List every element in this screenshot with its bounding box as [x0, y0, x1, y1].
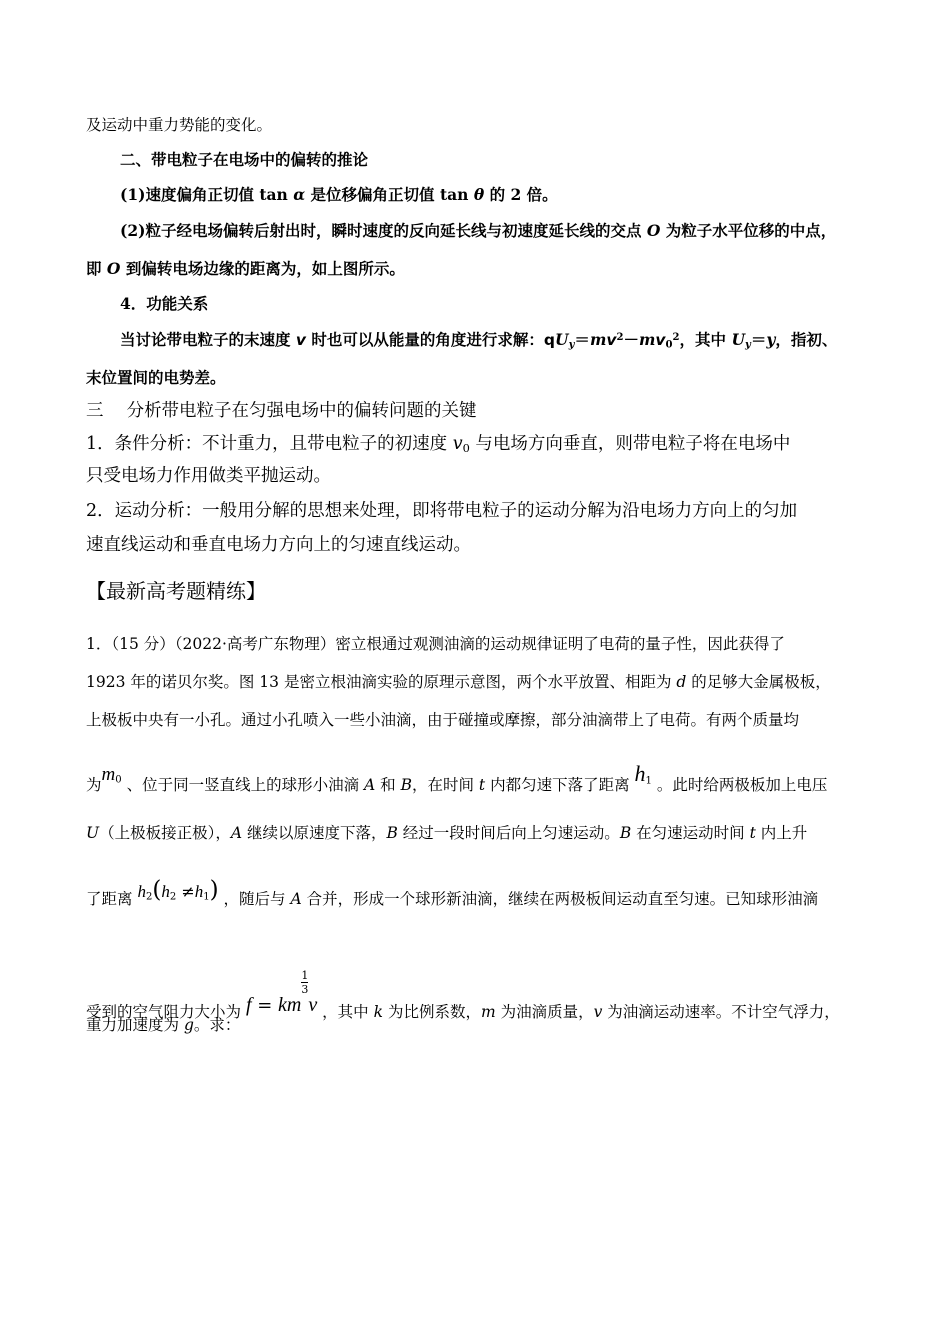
sub-1: 1: [645, 775, 652, 787]
energy-line: [120, 329, 837, 351]
text: 。求：: [193, 1016, 241, 1034]
h2-expression: [137, 877, 219, 903]
text: 内都匀速下落了距离: [485, 776, 635, 794]
not-equal: ≠: [176, 882, 195, 901]
text: ，随后与: [218, 890, 291, 908]
condition-analysis: [86, 431, 790, 457]
equals: =: [251, 995, 279, 1016]
problem-1-line-1: [86, 633, 785, 655]
text: 。此时给两极板加上电压: [651, 776, 828, 794]
text: 的 2 倍。: [484, 185, 558, 204]
var-b: B: [400, 776, 412, 794]
text: 三 分析带电粒子在匀强电场中的偏转问题的关键: [86, 401, 477, 421]
var-a: A: [364, 776, 376, 794]
paren-right: ): [209, 877, 219, 903]
text: 为: [86, 776, 102, 794]
var-m: m: [480, 1003, 496, 1021]
energy-line-cont: [86, 367, 226, 389]
denominator: 3: [301, 983, 309, 996]
var-m: m: [638, 330, 656, 349]
text: 和: [375, 776, 401, 794]
sub-y: y: [568, 339, 575, 351]
var-m: m: [589, 330, 607, 349]
motion-analysis: [86, 498, 797, 524]
text: 末位置间的电势差。: [86, 368, 226, 387]
var-v: v: [655, 331, 666, 349]
text: 1923 年的诺贝尔奖。图 13 是密立根油滴实验的原理示意图，两个水平放置、相距为: [86, 673, 677, 691]
text: 4．功能关系: [120, 294, 209, 313]
inference-2-cont: [86, 258, 405, 280]
var-t: t: [478, 776, 486, 794]
text: ，指初、: [775, 330, 838, 349]
paren-left: (: [152, 877, 162, 903]
var-a: A: [230, 824, 243, 842]
problem-1-line-5: [86, 822, 807, 844]
var-u: U: [555, 330, 569, 349]
theta-symbol: θ: [473, 185, 485, 204]
text: 、位于同一竖直线上的球形小油滴: [121, 776, 365, 794]
equals: ＝: [750, 330, 767, 349]
text: 上极板中央有一小孔。通过小孔喷入一些小油滴，由于碰撞或摩擦，部分油滴带上了电荷。有两个质量均: [86, 711, 800, 729]
var-v: v: [593, 1003, 603, 1021]
equals: ＝: [574, 330, 590, 349]
drag-formula: [245, 969, 318, 1016]
var-a: A: [290, 890, 302, 908]
var-v: v: [452, 434, 463, 454]
text: 【最新高考题精练】: [86, 579, 266, 603]
numerator: 1: [301, 969, 309, 982]
text: 继续以原速度下落，: [242, 824, 387, 842]
text: 2．运动分析：一般用分解的思想来处理，即将带电粒子的运动分解为沿电场力方向上的匀加: [86, 501, 798, 521]
text: 的足够大金属极板，: [686, 673, 831, 691]
minus: －: [623, 330, 639, 349]
problem-1-line-6: [86, 877, 819, 910]
var-h: h: [137, 882, 146, 901]
sub-1: 1: [203, 891, 210, 903]
text: 为比例系数，: [383, 1003, 481, 1021]
text: 1．（15 分）（2022·高考广东物理）密立根通过观测油滴的运动规律证明了电荷的量子性，因此获得了: [86, 635, 785, 653]
text: 为油滴运动速率。不计空气浮力，: [602, 1003, 840, 1021]
text: 内上升: [755, 824, 808, 842]
text: 当讨论带电粒子的末速度: [120, 330, 296, 349]
text: ，其中: [317, 1003, 374, 1021]
text: 二、带电粒子在电场中的偏转的推论: [120, 150, 369, 169]
var-h: h: [634, 761, 646, 786]
sup-2: 2: [616, 331, 624, 343]
text: ，在时间: [411, 776, 479, 794]
var-b: B: [619, 824, 632, 842]
problem-1-line-2: [86, 671, 831, 693]
var-d: d: [676, 673, 687, 691]
text: 合并，形成一个球形新油滴，继续在两极板间运动直至匀速。已知球形油滴: [301, 890, 819, 908]
point-o: O: [646, 221, 661, 240]
text: 为粒子水平位移的中点，: [660, 221, 837, 240]
text: 只受电场力作用做类平抛运动。: [86, 466, 331, 486]
var-t: t: [749, 824, 756, 842]
text: 受到的空气阻力大小为: [86, 1003, 246, 1021]
text: 在匀速运动时间: [631, 824, 750, 842]
energy-formula: [544, 330, 680, 349]
problem-1-line-4: [86, 761, 828, 796]
var-v: v: [606, 331, 617, 349]
section-heading-exercises: [86, 577, 266, 605]
text: ，其中: [679, 330, 732, 349]
var-k: k: [373, 1003, 384, 1021]
sub-2: 2: [145, 891, 153, 903]
var-v: v: [295, 331, 307, 349]
sub-0: 0: [115, 774, 122, 786]
paragraph-line: [86, 114, 272, 136]
var-b: B: [386, 824, 398, 842]
section-heading-three: [86, 398, 477, 424]
text: （上极板接正极），: [99, 824, 231, 842]
alpha-symbol: α: [293, 185, 306, 204]
text: 即: [86, 259, 107, 278]
exponent-one-third: [301, 970, 308, 995]
point-o: O: [106, 259, 121, 278]
text: 重力加速度为: [86, 1016, 184, 1034]
var-u: U: [731, 330, 745, 349]
text: 1．条件分析：不计重力，且带电粒子的初速度: [86, 434, 453, 454]
var-f: f: [245, 994, 252, 1016]
text: 速直线运动和垂直电场力方向上的匀速直线运动。: [86, 535, 471, 555]
sub-y: y: [744, 339, 751, 351]
var-m: m: [101, 764, 116, 785]
subheading-inference: [120, 149, 368, 171]
text: 了距离: [86, 890, 138, 908]
sup-2: 2: [672, 331, 680, 343]
var-y: y: [766, 330, 776, 349]
var-u: U: [86, 824, 100, 842]
sub-2: 2: [169, 891, 177, 903]
var-v: v: [308, 994, 318, 1016]
motion-analysis-cont: [86, 532, 471, 558]
text: 是位移偏角正切值 tan: [305, 185, 474, 204]
inference-2: [120, 220, 836, 242]
var-km: km: [278, 994, 302, 1016]
text: 到偏转电场边缘的距离为，如上图所示。: [120, 259, 405, 278]
var-g: g: [183, 1016, 194, 1034]
var-q: q: [543, 331, 556, 349]
var-h: h: [194, 882, 204, 901]
var-h: h: [161, 882, 170, 901]
sub-0: 0: [665, 339, 673, 351]
problem-1-line-3: [86, 709, 799, 731]
text: 及运动中重力势能的变化。: [86, 116, 273, 134]
sub-0: 0: [462, 440, 470, 455]
text: 时也可以从能量的角度进行求解：: [306, 330, 544, 349]
inference-1: [120, 184, 558, 206]
text: 与电场方向垂直，则带电粒子将在电场中: [469, 434, 791, 454]
condition-analysis-cont: [86, 463, 331, 489]
text: (2)粒子经电场偏转后射出时，瞬时速度的反向延长线与初速度延长线的交点: [120, 221, 647, 240]
text: 为油滴质量，: [495, 1003, 594, 1021]
text: 经过一段时间后向上匀速运动。: [397, 824, 620, 842]
text: (1)速度偏角正切值 tan: [120, 185, 294, 204]
problem-1-line-8: [86, 1014, 240, 1036]
subheading-energy: [120, 293, 208, 315]
